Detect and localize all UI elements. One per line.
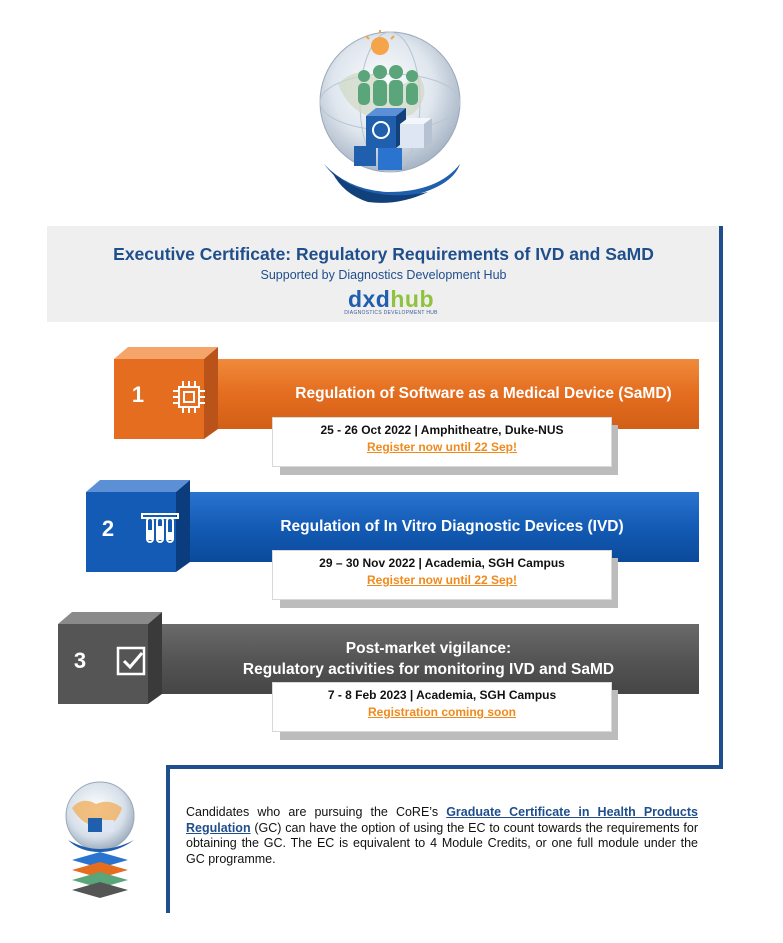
module-2-number: 2 xyxy=(101,516,115,541)
frame-line-bottom xyxy=(166,765,723,769)
dxdhub-logo xyxy=(341,288,441,316)
chip-icon xyxy=(170,378,208,416)
module-1-title: Regulation of Software as a Medical Device (SaMD) xyxy=(295,385,672,402)
module-2-title: Regulation of In Vitro Diagnostic Devices (IVD) xyxy=(280,518,624,535)
logo-tagline: DIAGNOSTICS DEVELOPMENT HUB xyxy=(344,310,438,316)
module-3-registration-link[interactable]: Registration coming soon xyxy=(367,705,516,719)
globe-illustration xyxy=(318,24,468,209)
module-1-info xyxy=(272,417,612,467)
module-1-number: 1 xyxy=(131,382,145,407)
footer-text-before: Candidates who are pursuing the CoRE’s xyxy=(186,805,447,819)
module-2-date: 29 – 30 Nov 2022 | Academia, SGH Campus xyxy=(319,556,565,570)
graduate-certificate-link[interactable]: Graduate Certificate in Health Products Regulation xyxy=(186,805,698,835)
module-2-info xyxy=(272,550,612,600)
module-2-register-link[interactable]: Register now until 22 Sep! xyxy=(366,573,518,587)
module-1-date: 25 - 26 Oct 2022 | Amphitheatre, Duke-NUS xyxy=(320,423,564,437)
footer-description xyxy=(186,805,698,867)
module-1-register-link[interactable]: Register now until 22 Sep! xyxy=(366,440,518,454)
logo-dx: dxd xyxy=(347,286,391,312)
frame-line-left xyxy=(166,765,170,913)
frame-line-right xyxy=(719,226,723,768)
page-subtitle: Supported by Diagnostics Development Hub xyxy=(260,268,507,282)
checkbox-icon xyxy=(114,642,150,678)
page-title: Executive Certificate: Regulatory Requirements of IVD and SaMD xyxy=(113,244,654,264)
test-tubes-icon xyxy=(140,510,180,548)
module-3-title-line2: Regulatory activities for monitoring IVD and SaMD xyxy=(242,661,615,678)
module-3-info xyxy=(272,682,612,732)
small-globe-illustration xyxy=(58,778,142,908)
logo-hub: hub xyxy=(390,286,435,312)
module-3-date: 7 - 8 Feb 2023 | Academia, SGH Campus xyxy=(327,688,557,702)
footer-text-after: (GC) can have the option of using the EC to count towards the requirements for obtaining the GC. The EC is equivalent to 4 Module Credits, or one full module under the GC programme. xyxy=(186,820,698,866)
module-3-number: 3 xyxy=(73,648,87,673)
module-3-title-line1: Post-market vigilance: xyxy=(345,640,512,657)
